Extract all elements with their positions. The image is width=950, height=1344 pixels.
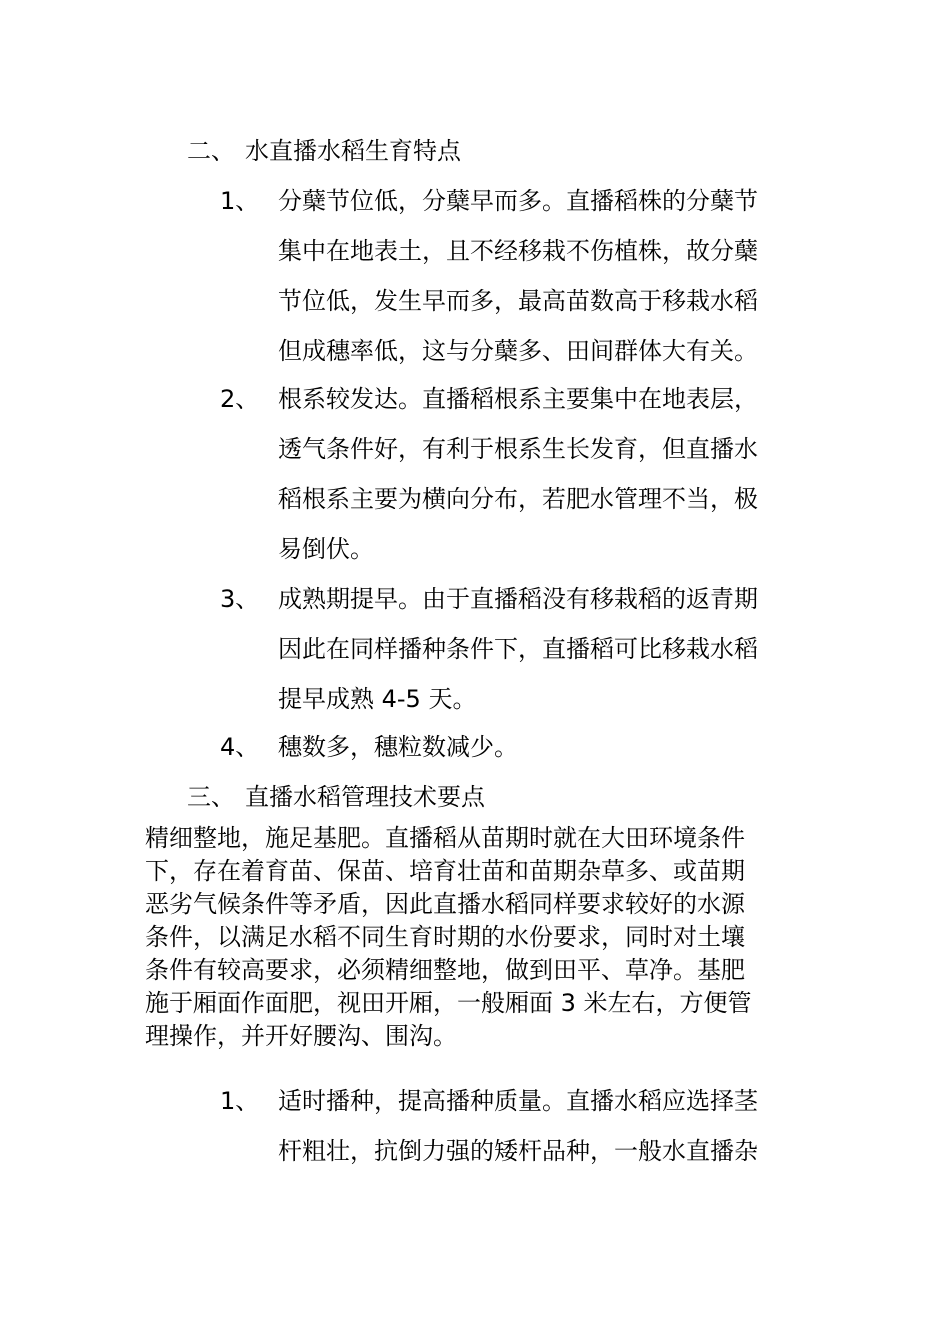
item-number: 4、 bbox=[220, 733, 260, 761]
paragraph-line: 条件有较高要求，必须精细整地，做到田平、草净。基肥 bbox=[145, 956, 745, 984]
item-number: 3、 bbox=[220, 585, 260, 613]
item-text-line: 适时播种，提高播种质量。直播水稻应选择茎 bbox=[278, 1087, 758, 1115]
item-text-line: 稻根系主要为横向分布，若肥水管理不当，极 bbox=[278, 485, 758, 513]
item-text-line: 透气条件好，有利于根系生长发育，但直播水 bbox=[278, 435, 758, 463]
section-heading-3 bbox=[187, 782, 485, 812]
section-title: 水直播水稻生育特点 bbox=[245, 137, 461, 165]
item-number: 1、 bbox=[220, 1087, 260, 1115]
item-text-line: 但成穗率低，这与分蘖多、田间群体大有关。 bbox=[278, 337, 758, 365]
item-number: 2、 bbox=[220, 385, 260, 413]
item-text-line: 穗数多，穗粒数减少。 bbox=[278, 733, 518, 761]
item-text-line: 提早成熟 4-5 天。 bbox=[278, 685, 477, 713]
section-title: 直播水稻管理技术要点 bbox=[245, 783, 485, 811]
section-number: 二、 bbox=[187, 137, 235, 165]
section-heading-2 bbox=[187, 136, 461, 166]
item-text-line: 根系较发达。直播稻根系主要集中在地表层， bbox=[278, 385, 758, 413]
item-text-line: 易倒伏。 bbox=[278, 535, 374, 563]
paragraph-line: 恶劣气候条件等矛盾，因此直播水稻同样要求较好的水源 bbox=[145, 890, 745, 918]
item-text-line: 因此在同样播种条件下，直播稻可比移栽水稻 bbox=[278, 635, 758, 663]
item-text-line: 分蘖节位低，分蘖早而多。直播稻株的分蘖节 bbox=[278, 187, 758, 215]
paragraph-line: 条件，以满足水稻不同生育时期的水份要求，同时对土壤 bbox=[145, 923, 745, 951]
item-text-line: 成熟期提早。由于直播稻没有移栽稻的返青期 bbox=[278, 585, 758, 613]
paragraph-line: 精细整地，施足基肥。直播稻从苗期时就在大田环境条件 bbox=[145, 824, 745, 852]
item-text-line: 杆粗壮，抗倒力强的矮杆品种，一般水直播杂 bbox=[278, 1137, 758, 1165]
item-number: 1、 bbox=[220, 187, 260, 215]
paragraph-line: 施于厢面作面肥，视田开厢，一般厢面 3 米左右，方便管 bbox=[145, 989, 752, 1017]
paragraph-line: 理操作，并开好腰沟、围沟。 bbox=[145, 1022, 457, 1050]
item-text-line: 节位低，发生早而多，最高苗数高于移栽水稻 bbox=[278, 287, 758, 315]
section-number: 三、 bbox=[187, 783, 235, 811]
item-text-line: 集中在地表土，且不经移栽不伤植株，故分蘖 bbox=[278, 237, 758, 265]
paragraph-line: 下，存在着育苗、保苗、培育壮苗和苗期杂草多、或苗期 bbox=[145, 857, 745, 885]
